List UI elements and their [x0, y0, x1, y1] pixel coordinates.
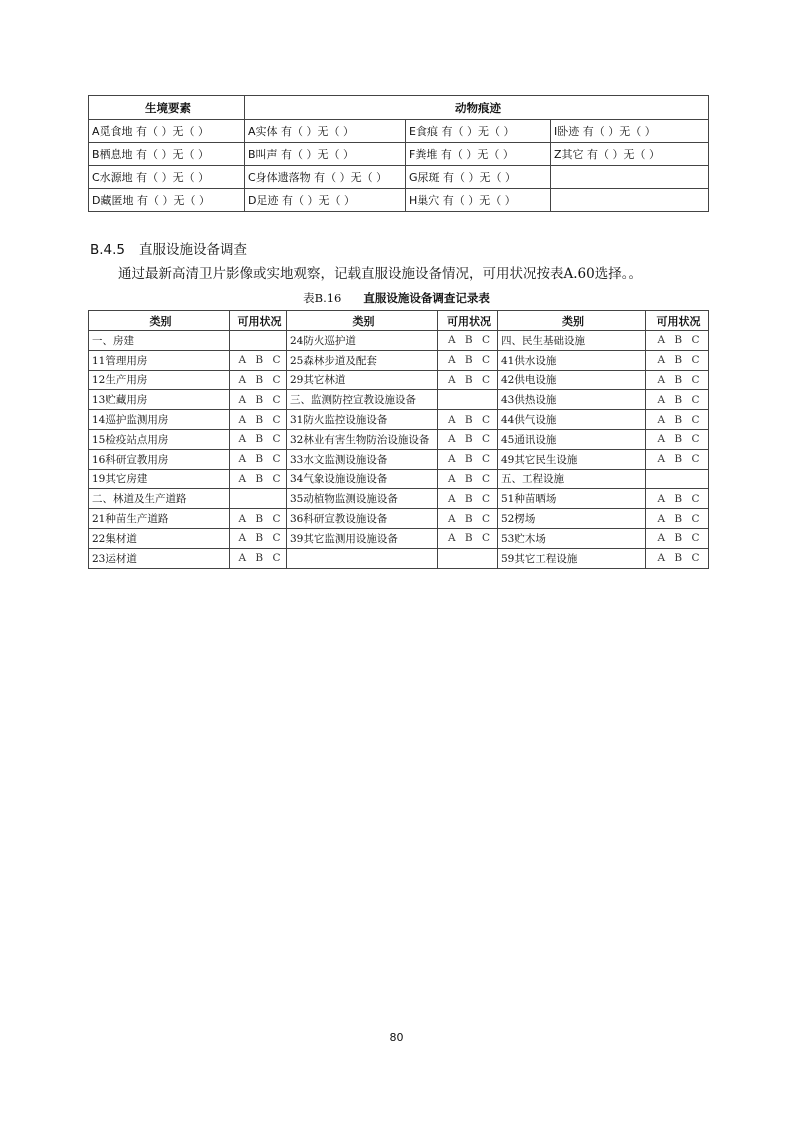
status-cell: A B C — [230, 390, 287, 410]
category-cell: 11管理用房 — [89, 350, 230, 370]
category-cell — [287, 548, 438, 568]
category-cell: 33水文监测设施设备 — [287, 449, 438, 469]
table-cell: H巢穴 有（ ）无（ ） — [406, 189, 551, 212]
category-cell: 四、民生基础设施 — [498, 331, 646, 351]
table-cell: A实体 有（ ）无（ ） — [245, 120, 406, 143]
category-cell: 44供气设施 — [498, 410, 646, 430]
table-cell: A觅食地 有（ ）无（ ） — [89, 120, 245, 143]
section-number: B.4.5 — [90, 242, 126, 258]
category-cell: 21种苗生产道路 — [89, 509, 230, 529]
status-cell: A B C — [646, 548, 709, 568]
category-cell: 59其它工程设施 — [498, 548, 646, 568]
category-cell: 五、工程设施 — [498, 469, 646, 489]
table-row — [89, 166, 709, 189]
category-cell: 12生产用房 — [89, 370, 230, 390]
category-cell: 13贮藏用房 — [89, 390, 230, 410]
section-title: 直服设施设备调查 — [139, 242, 248, 258]
category-cell: 24防火巡护道 — [287, 331, 438, 351]
status-cell — [230, 331, 287, 351]
page-number: 80 — [389, 1031, 404, 1044]
table-cell: G尿斑 有（ ）无（ ） — [406, 166, 551, 189]
category-cell: 22集材道 — [89, 528, 230, 548]
category-cell: 一、房建 — [89, 331, 230, 351]
status-cell: A B C — [230, 509, 287, 529]
status-cell: A B C — [646, 410, 709, 430]
status-cell: A B C — [646, 350, 709, 370]
category-cell: 51种苗晒场 — [498, 489, 646, 509]
category-cell: 39其它监测用设施设备 — [287, 528, 438, 548]
status-cell — [230, 489, 287, 509]
table-row — [89, 548, 709, 568]
table-row — [89, 189, 709, 212]
status-cell: A B C — [230, 429, 287, 449]
status-cell: A B C — [438, 469, 498, 489]
category-cell: 二、林道及生产道路 — [89, 489, 230, 509]
table-row — [89, 331, 709, 351]
status-cell: A B C — [646, 449, 709, 469]
category-cell: 25森林步道及配套 — [287, 350, 438, 370]
status-cell — [438, 548, 498, 568]
table-cell: E食痕 有（ ）无（ ） — [406, 120, 551, 143]
status-cell: A B C — [230, 528, 287, 548]
table-row — [89, 370, 709, 390]
header-traces: 动物痕迹 — [245, 96, 709, 120]
category-cell: 49其它民生设施 — [498, 449, 646, 469]
table-row — [89, 410, 709, 430]
table-cell: I卧迹 有（ ）无（ ） — [551, 120, 709, 143]
table-row — [89, 528, 709, 548]
status-cell: A B C — [438, 410, 498, 430]
category-cell: 15检疫站点用房 — [89, 429, 230, 449]
table-row — [89, 489, 709, 509]
category-cell: 34气象设施设施设备 — [287, 469, 438, 489]
table-cell: C水源地 有（ ）无（ ） — [89, 166, 245, 189]
category-cell: 31防火监控设施设备 — [287, 410, 438, 430]
category-cell: 16科研宣教用房 — [89, 449, 230, 469]
category-cell: 14巡护监测用房 — [89, 410, 230, 430]
status-cell: A B C — [646, 390, 709, 410]
status-cell: A B C — [438, 509, 498, 529]
status-cell: A B C — [230, 410, 287, 430]
column-header: 可用状况 — [230, 311, 287, 331]
table-row — [89, 350, 709, 370]
category-cell: 45通讯设施 — [498, 429, 646, 449]
table-row — [89, 469, 709, 489]
table-cell: B栖息地 有（ ）无（ ） — [89, 143, 245, 166]
table-row — [89, 449, 709, 469]
status-cell: A B C — [230, 449, 287, 469]
status-cell: A B C — [438, 528, 498, 548]
status-cell: A B C — [438, 370, 498, 390]
table-cell — [551, 189, 709, 212]
category-cell: 36科研宣教设施设备 — [287, 509, 438, 529]
status-cell: A B C — [438, 350, 498, 370]
category-cell: 53贮木场 — [498, 528, 646, 548]
status-cell: A B C — [230, 469, 287, 489]
table-cell: F粪堆 有（ ）无（ ） — [406, 143, 551, 166]
table-row — [89, 120, 709, 143]
status-cell: A B C — [646, 331, 709, 351]
category-cell: 19其它房建 — [89, 469, 230, 489]
table-row — [89, 429, 709, 449]
category-cell: 42供电设施 — [498, 370, 646, 390]
category-cell: 52楞场 — [498, 509, 646, 529]
category-cell: 29其它林道 — [287, 370, 438, 390]
section-paragraph: 通过最新高清卫片影像或实地观察，记载直服设施设备情况，可用状况按表A.60选择。。 — [118, 266, 642, 282]
table-cell: Z其它 有（ ）无（ ） — [551, 143, 709, 166]
status-cell: A B C — [230, 350, 287, 370]
section-heading — [90, 238, 247, 258]
column-header: 可用状况 — [438, 311, 498, 331]
table-row — [89, 390, 709, 410]
column-header: 类别 — [287, 311, 438, 331]
header-habitat: 生境要素 — [89, 96, 245, 120]
category-cell: 43供热设施 — [498, 390, 646, 410]
category-cell: 23运材道 — [89, 548, 230, 568]
column-header: 类别 — [89, 311, 230, 331]
table-cell: D足迹 有（ ）无（ ） — [245, 189, 406, 212]
table-cell: D藏匿地 有（ ）无（ ） — [89, 189, 245, 212]
status-cell — [438, 390, 498, 410]
caption-number: 表B.16 — [303, 291, 342, 305]
status-cell: A B C — [438, 429, 498, 449]
caption-title: 直服设施设备调查记录表 — [363, 291, 490, 305]
status-cell: A B C — [646, 489, 709, 509]
status-cell: A B C — [230, 370, 287, 390]
status-cell: A B C — [438, 449, 498, 469]
table-caption — [0, 290, 793, 306]
column-header: 类别 — [498, 311, 646, 331]
table-row — [89, 509, 709, 529]
animal-trace-table — [88, 95, 709, 212]
status-cell: A B C — [646, 509, 709, 529]
status-cell: A B C — [646, 528, 709, 548]
status-cell: A B C — [230, 548, 287, 568]
status-cell: A B C — [646, 429, 709, 449]
status-cell: A B C — [646, 370, 709, 390]
table-row — [89, 143, 709, 166]
facility-survey-table — [88, 310, 709, 569]
category-cell: 41供水设施 — [498, 350, 646, 370]
status-cell — [646, 469, 709, 489]
column-header: 可用状况 — [646, 311, 709, 331]
category-cell: 35动植物监测设施设备 — [287, 489, 438, 509]
table-cell — [551, 166, 709, 189]
status-cell: A B C — [438, 331, 498, 351]
category-cell: 32林业有害生物防治设施设备 — [287, 429, 438, 449]
table-cell: B叫声 有（ ）无（ ） — [245, 143, 406, 166]
status-cell: A B C — [438, 489, 498, 509]
category-cell: 三、监测防控宣教设施设备 — [287, 390, 438, 410]
table-cell: C身体遗落物 有（ ）无（ ） — [245, 166, 406, 189]
